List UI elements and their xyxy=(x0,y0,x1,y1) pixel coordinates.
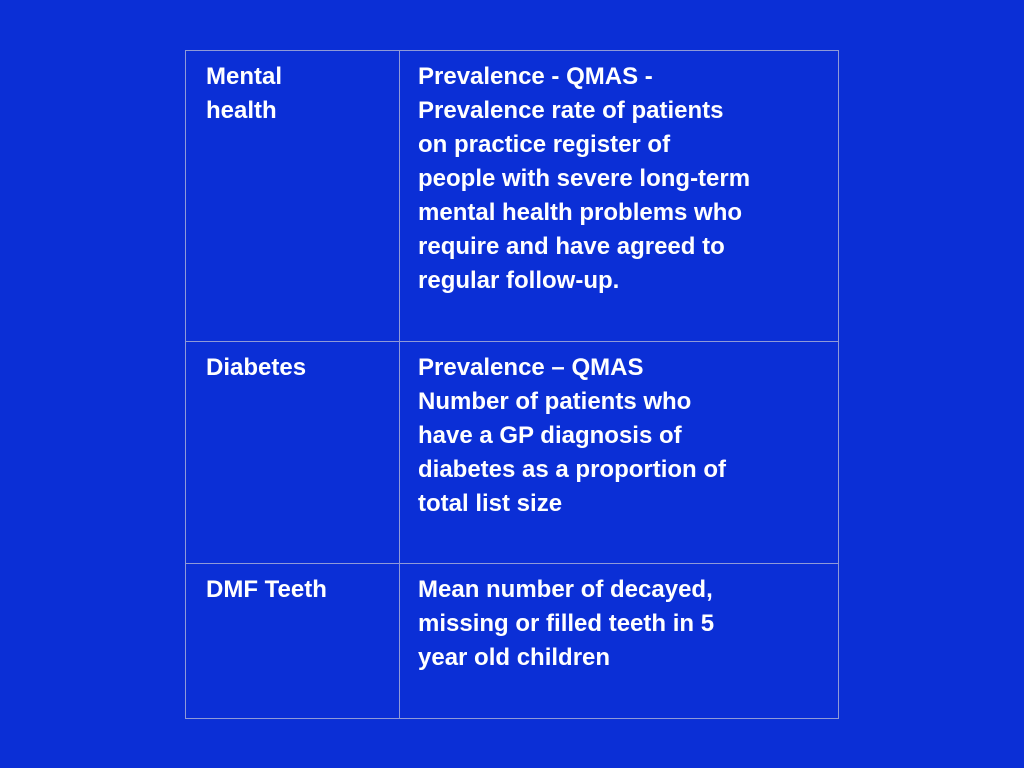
topic-line: DMF Teeth xyxy=(206,576,327,603)
description-cell xyxy=(400,342,839,564)
description-line: total list size xyxy=(418,490,563,517)
description-line: year old children xyxy=(418,644,611,671)
topic-cell xyxy=(186,564,400,719)
table-row-mental-health xyxy=(186,51,839,342)
topic-cell xyxy=(186,51,400,342)
description-line: Number of patients who xyxy=(418,388,692,415)
description-line: on practice register of xyxy=(418,131,671,158)
table-row-diabetes xyxy=(186,342,839,564)
topic-line: health xyxy=(206,97,277,124)
description-line: Prevalence – QMAS xyxy=(418,354,644,381)
description-line: Mean number of decayed, xyxy=(418,576,713,603)
description-line: diabetes as a proportion of xyxy=(418,456,727,483)
table-row-dmf-teeth xyxy=(186,564,839,719)
description-cell xyxy=(400,564,839,719)
description-line: Prevalence - QMAS - xyxy=(418,63,653,90)
description-line: missing or filled teeth in 5 xyxy=(418,610,715,637)
description-line: Prevalence rate of patients xyxy=(418,97,724,124)
indicator-table xyxy=(185,50,839,719)
description-line: have a GP diagnosis of xyxy=(418,422,682,449)
description-cell xyxy=(400,51,839,342)
topic-line: Diabetes xyxy=(206,354,307,381)
topic-cell xyxy=(186,342,400,564)
description-line: require and have agreed to xyxy=(418,233,725,260)
topic-line: Mental xyxy=(206,63,283,90)
description-line: mental health problems who xyxy=(418,199,743,226)
description-line: regular follow-up. xyxy=(418,267,620,294)
description-line: people with severe long-term xyxy=(418,165,751,192)
